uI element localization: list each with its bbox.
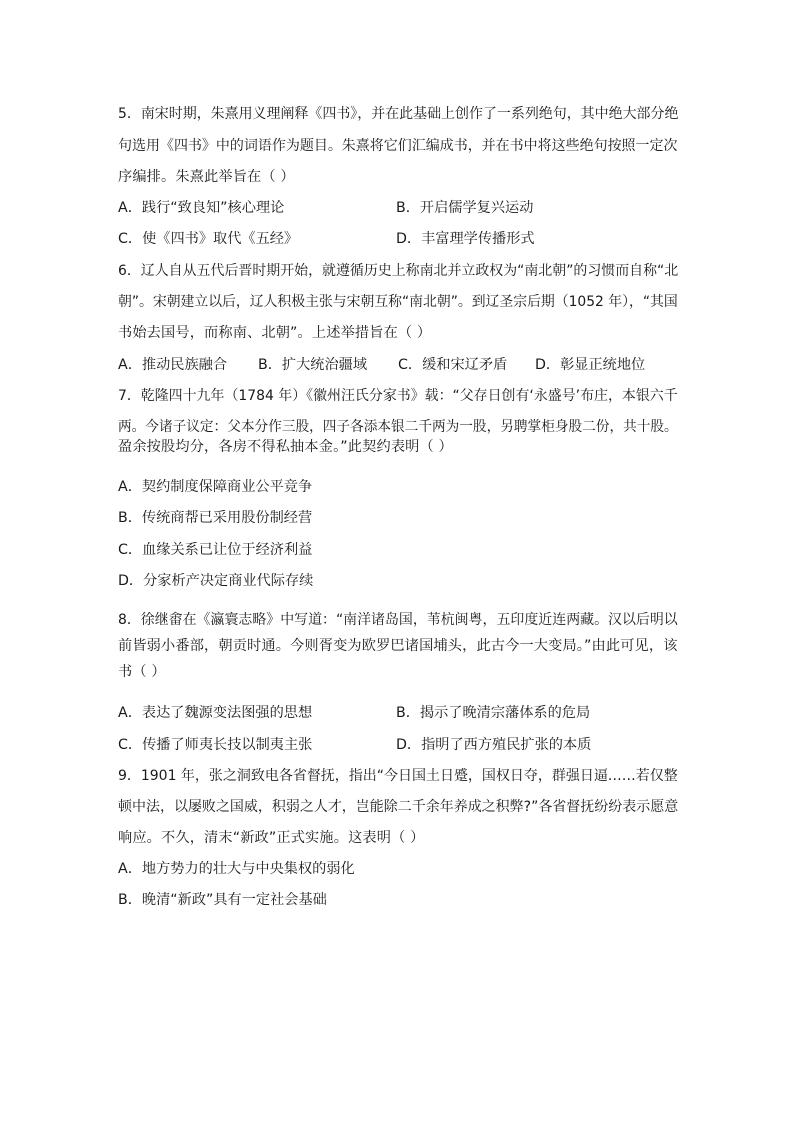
question-8-option-b[interactable]: B．揭示了晚清宗藩体系的危局 [396, 705, 591, 721]
question-6-option-a[interactable]: A．推动民族融合 [118, 357, 228, 373]
question-9-option-b[interactable]: B．晚清“新政”具有一定社会基础 [118, 892, 327, 908]
question-8-option-d[interactable]: D．指明了西方殖民扩张的本质 [396, 737, 592, 753]
question-8-line-1: 8．徐继畬在《瀛寰志略》中写道：“南洋诸岛国，苇杭闽粤，五印度近连两藏。汉以后明以 [118, 612, 678, 628]
question-7-option-c[interactable]: C．血缘关系已让位于经济利益 [118, 542, 313, 558]
question-8-line-2: 前皆弱小番部，朝贡时通。今则胥变为欧罗巴诸国埔头，此古今一大变局。”由此可见，该 [118, 638, 678, 654]
question-5-line-2: 句选用《四书》中的词语作为题目。朱熹将它们汇编成书，并在书中将这些绝句按照一定次 [118, 138, 678, 154]
question-8-line-3: 书（ ） [118, 664, 166, 680]
question-7-option-a[interactable]: A．契约制度保障商业公平竞争 [118, 479, 313, 495]
question-6-option-b[interactable]: B．扩大统治疆域 [258, 357, 368, 373]
question-9-option-a[interactable]: A．地方势力的壮大与中央集权的弱化 [118, 861, 355, 877]
question-8-option-c[interactable]: C．传播了师夷长技以制夷主张 [118, 737, 313, 753]
question-7-line-1: 7．乾隆四十九年（1784 年）《徽州汪氏分家书》载：“父存日创有‘永盛号’布庄，本银六千 [118, 388, 678, 404]
question-6-option-d[interactable]: D．彰显正统地位 [535, 357, 646, 373]
question-6-option-c[interactable]: C．缓和宋辽矛盾 [398, 357, 508, 373]
question-7-line-3: 盈余按股均分，各房不得私抽本金。”此契约表明（ ） [118, 439, 453, 455]
question-5-line-1: 5．南宋时期，朱熹用义理阐释《四书》，并在此基础上创作了一系列绝句，其中绝大部分绝 [118, 106, 679, 122]
question-5-option-d[interactable]: D．丰富理学传播形式 [396, 231, 535, 247]
question-9-line-2: 顿中法，以屡败之国威，积弱之人才，岂能除二千余年养成之积弊?”各省督抚纷纷表示愿意 [118, 799, 679, 815]
question-5-line-3: 序编排。朱熹此举旨在（ ） [118, 169, 295, 185]
question-8-option-a[interactable]: A．表达了魏源变法图强的思想 [118, 705, 313, 721]
question-7-line-2: 两。今诸子议定：父本分作三股，四子各添本银二千两为一股，另聘掌柜身股二份，共十股。 [118, 419, 678, 435]
question-6-line-3: 书始去国号，而称南、北朝”。上述举措旨在（ ） [118, 325, 432, 341]
question-5-option-c[interactable]: C．使《四书》取代《五经》 [118, 231, 299, 247]
question-5-option-a[interactable]: A．践行“致良知”核心理论 [118, 200, 285, 216]
question-7-option-b[interactable]: B．传统商帮已采用股份制经营 [118, 510, 313, 526]
question-6-line-1: 6．辽人自从五代后晋时期开始，就遵循历史上称南北并立政权为“南北朝”的习惯而自称“北 [118, 263, 679, 279]
question-7-option-d[interactable]: D．分家析产决定商业代际存续 [118, 573, 314, 589]
question-6-line-2: 朝”。宋朝建立以后，辽人积极主张与宋朝互称“南北朝”。到辽圣宗后期（1052 年），“其国 [118, 294, 678, 310]
question-9-line-1: 9．1901 年，张之洞致电各省督抚，指出“今日国土日蹙，国权日夺，群强日逼……若仅整 [118, 768, 678, 784]
question-5-option-b[interactable]: B．开启儒学复兴运动 [396, 200, 534, 216]
question-9-line-3: 响应。不久，清末“新政”正式实施。这表明（ ） [118, 830, 425, 846]
